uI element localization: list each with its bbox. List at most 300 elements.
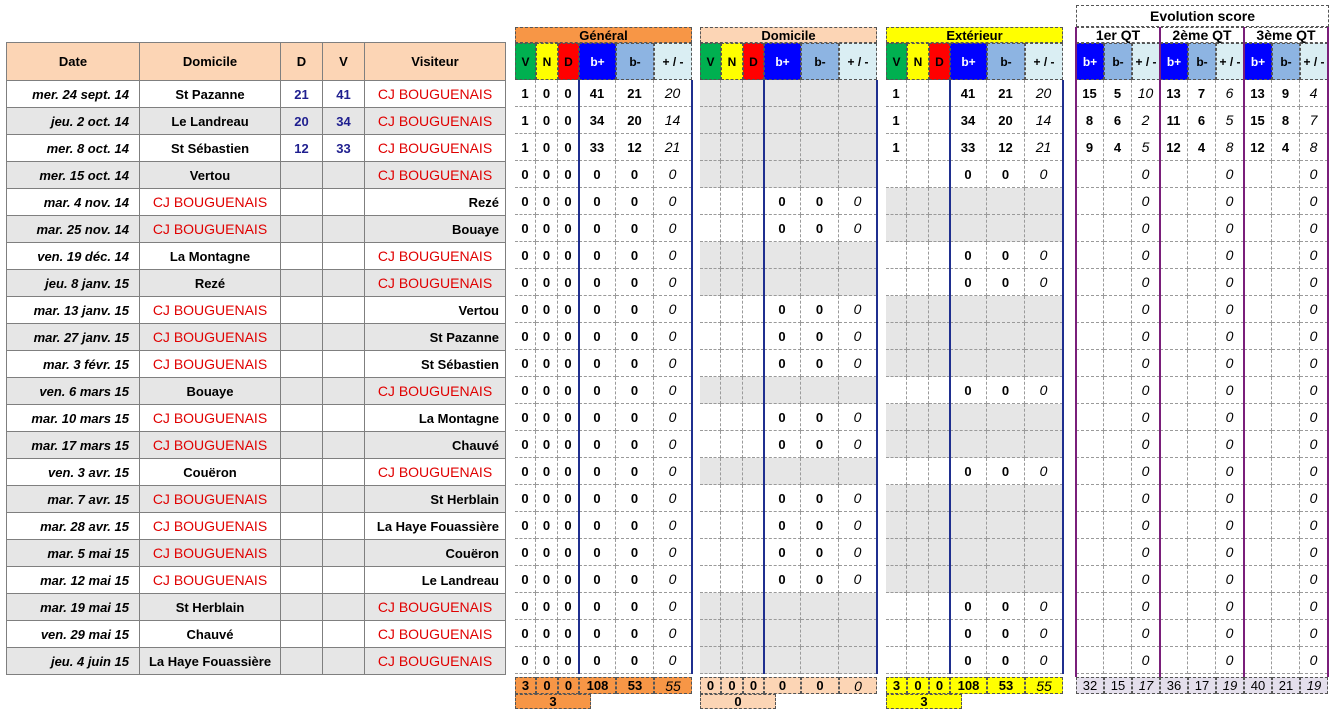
quarter-divider	[1075, 27, 1077, 677]
evolution-stat-cell: 0	[1300, 242, 1328, 269]
general-stat-cell: 0	[654, 431, 692, 458]
domicile-stat-cell	[721, 647, 743, 674]
general-stat-cell: 0	[579, 377, 616, 404]
domicile-stat-cell	[764, 80, 801, 107]
table-row	[7, 162, 506, 189]
domicile-stat-cell	[700, 647, 721, 674]
exterieur-stat-cell: 12	[987, 134, 1025, 161]
match-date: jeu. 4 juin 15	[7, 648, 140, 675]
evolution-stat-cell	[1076, 620, 1104, 647]
evolution-stat-cell	[1188, 242, 1216, 269]
domicile-stat-cell	[839, 161, 877, 188]
exterieur-stat-cell: 34	[950, 107, 987, 134]
general-stat-cell: 0	[616, 485, 654, 512]
general-stat-cell: 21	[654, 134, 692, 161]
evolution-stat-cell: 0	[1300, 431, 1328, 458]
evolution-stat-cell: 0	[1300, 404, 1328, 431]
domicile-stat-cell	[721, 458, 743, 485]
exterieur-stat-cell	[929, 242, 950, 269]
evolution-stat-cell: 0	[1216, 215, 1244, 242]
evolution-stat-cell	[1272, 431, 1300, 458]
domicile-stat-cell	[700, 404, 721, 431]
exterieur-stat-cell	[929, 323, 950, 350]
evolution-stat-cell: 0	[1216, 647, 1244, 674]
match-date: ven. 3 avr. 15	[7, 459, 140, 486]
evolution-stat-cell	[1160, 647, 1188, 674]
exterieur-stat-cell: 0	[987, 269, 1025, 296]
evolution-stat-cell	[1244, 377, 1272, 404]
evolution-stat-cell	[1272, 566, 1300, 593]
evolution-total-cell: 21	[1272, 677, 1300, 694]
match-date: ven. 29 mai 15	[7, 621, 140, 648]
general-stat-cell: 0	[654, 188, 692, 215]
domicile-stat-cell	[839, 107, 877, 134]
table-row	[7, 486, 506, 513]
exterieur-stat-cell: 0	[1025, 593, 1063, 620]
domicile-stat-cell	[700, 215, 721, 242]
exterieur-stat-cell	[929, 458, 950, 485]
home-score	[281, 351, 323, 378]
domicile-stat-cell	[700, 458, 721, 485]
general-stat-cell: 0	[616, 404, 654, 431]
domicile-stat-cell	[764, 107, 801, 134]
evolution-stat-cell	[1188, 350, 1216, 377]
evolution-stat-cell	[1104, 215, 1132, 242]
domicile-stat-cell	[764, 134, 801, 161]
general-stat-cell: 0	[579, 458, 616, 485]
exterieur-col-header: b-	[987, 43, 1025, 80]
general-stat-cell: 0	[536, 377, 558, 404]
general-stat-cell: 0	[616, 242, 654, 269]
evolution-stat-cell	[1160, 188, 1188, 215]
general-stat-cell: 0	[616, 647, 654, 674]
evolution-stat-cell: 6	[1188, 107, 1216, 134]
exterieur-total-cell: 3	[886, 677, 907, 694]
general-stat-cell: 21	[616, 80, 654, 107]
evolution-stat-cell: 0	[1216, 269, 1244, 296]
evolution-stat-cell: 6	[1104, 107, 1132, 134]
exterieur-stat-cell	[886, 161, 907, 188]
general-stat-cell: 0	[616, 431, 654, 458]
general-stat-cell: 0	[579, 566, 616, 593]
exterieur-stat-cell	[907, 350, 929, 377]
general-stat-cell: 0	[536, 566, 558, 593]
evolution-col-header: b-	[1188, 43, 1216, 80]
exterieur-stat-cell	[950, 512, 987, 539]
evolution-stat-cell: 0	[1216, 377, 1244, 404]
evolution-stat-cell: 0	[1216, 620, 1244, 647]
general-stat-cell: 0	[515, 431, 536, 458]
exterieur-stat-cell	[907, 593, 929, 620]
exterieur-stat-cell	[886, 485, 907, 512]
evolution-stat-cell	[1160, 512, 1188, 539]
general-stat-cell: 0	[558, 350, 579, 377]
home-team: CJ BOUGUENAIS	[140, 432, 281, 459]
domicile-stat-cell	[801, 458, 839, 485]
evolution-total-cell: 15	[1104, 677, 1132, 694]
evolution-stat-cell: 0	[1132, 593, 1160, 620]
general-stat-cell: 0	[515, 188, 536, 215]
exterieur-stat-cell	[950, 215, 987, 242]
domicile-col-header: D	[743, 43, 764, 80]
exterieur-stat-cell	[886, 404, 907, 431]
domicile-stat-cell	[801, 80, 839, 107]
general-stat-cell: 0	[558, 242, 579, 269]
evolution-stat-cell	[1104, 485, 1132, 512]
domicile-stat-cell	[700, 512, 721, 539]
exterieur-stat-cell	[987, 350, 1025, 377]
home-score	[281, 324, 323, 351]
exterieur-stat-cell	[907, 620, 929, 647]
domicile-stat-cell	[700, 242, 721, 269]
exterieur-stat-cell	[907, 215, 929, 242]
domicile-stat-cell	[764, 269, 801, 296]
general-stat-cell: 0	[536, 296, 558, 323]
home-score	[281, 162, 323, 189]
domicile-stat-cell	[700, 485, 721, 512]
domicile-stat-cell	[743, 80, 764, 107]
evolution-stat-cell	[1188, 566, 1216, 593]
exterieur-stat-cell	[886, 188, 907, 215]
evolution-stat-cell	[1104, 512, 1132, 539]
home-team: St Pazanne	[140, 81, 281, 108]
exterieur-stat-cell	[907, 80, 929, 107]
general-stat-cell: 0	[579, 161, 616, 188]
domicile-divider	[763, 80, 765, 674]
match-date: mar. 5 mai 15	[7, 540, 140, 567]
evolution-stat-cell	[1076, 215, 1104, 242]
general-stat-cell: 0	[579, 647, 616, 674]
evolution-stat-cell	[1188, 539, 1216, 566]
general-stat-cell: 0	[558, 485, 579, 512]
evolution-stat-cell	[1104, 323, 1132, 350]
away-score	[323, 459, 365, 486]
exterieur-stat-cell: 0	[987, 647, 1025, 674]
general-stat-cell: 0	[616, 593, 654, 620]
evolution-stat-cell	[1188, 512, 1216, 539]
exterieur-stat-cell	[950, 188, 987, 215]
home-score	[281, 594, 323, 621]
evolution-stat-cell: 4	[1104, 134, 1132, 161]
general-stat-cell: 0	[616, 539, 654, 566]
exterieur-stat-cell: 20	[1025, 80, 1063, 107]
general-divider	[578, 80, 580, 674]
domicile-stat-cell	[743, 242, 764, 269]
general-stat-cell: 0	[616, 188, 654, 215]
evolution-stat-cell: 0	[1132, 485, 1160, 512]
evolution-total-cell: 17	[1188, 677, 1216, 694]
away-score	[323, 324, 365, 351]
evolution-stat-cell	[1076, 296, 1104, 323]
exterieur-col-header: N	[907, 43, 929, 80]
domicile-stat-cell: 0	[801, 566, 839, 593]
evolution-stat-cell: 0	[1132, 188, 1160, 215]
general-stat-cell: 0	[536, 593, 558, 620]
home-score	[281, 648, 323, 675]
col-v-header: V	[323, 43, 365, 81]
general-stat-cell: 12	[616, 134, 654, 161]
home-score	[281, 621, 323, 648]
evolution-stat-cell	[1244, 269, 1272, 296]
domicile-stat-cell	[743, 431, 764, 458]
away-team: CJ BOUGUENAIS	[365, 648, 506, 675]
evolution-stat-cell	[1160, 269, 1188, 296]
exterieur-stat-cell	[886, 323, 907, 350]
col-d-header: D	[281, 43, 323, 81]
general-stat-cell: 41	[579, 80, 616, 107]
home-team: CJ BOUGUENAIS	[140, 216, 281, 243]
domicile-col-header: N	[721, 43, 743, 80]
exterieur-stat-cell	[1025, 566, 1063, 593]
away-score	[323, 351, 365, 378]
exterieur-stat-cell	[1025, 431, 1063, 458]
evolution-stat-cell: 8	[1216, 134, 1244, 161]
domicile-stat-cell	[700, 107, 721, 134]
general-stat-cell: 0	[515, 242, 536, 269]
evolution-col-header: b+	[1244, 43, 1272, 80]
exterieur-stat-cell	[886, 242, 907, 269]
exterieur-stat-cell	[929, 485, 950, 512]
exterieur-stat-cell	[886, 431, 907, 458]
evolution-stat-cell: 7	[1300, 107, 1328, 134]
exterieur-stat-cell	[886, 620, 907, 647]
evolution-stat-cell	[1272, 215, 1300, 242]
exterieur-stat-cell	[886, 458, 907, 485]
domicile-stat-cell	[700, 269, 721, 296]
exterieur-stat-cell	[987, 188, 1025, 215]
general-stat-cell: 0	[579, 512, 616, 539]
general-total-cell: 0	[558, 677, 579, 694]
evolution-stat-cell	[1188, 161, 1216, 188]
exterieur-stat-cell: 0	[950, 458, 987, 485]
match-date: mar. 4 nov. 14	[7, 189, 140, 216]
evolution-stat-cell	[1076, 647, 1104, 674]
exterieur-stat-cell	[907, 566, 929, 593]
general-stat-cell: 0	[536, 485, 558, 512]
evolution-stat-cell: 0	[1300, 161, 1328, 188]
exterieur-stat-cell: 0	[1025, 269, 1063, 296]
general-stat-cell: 0	[616, 566, 654, 593]
evolution-stat-cell	[1244, 161, 1272, 188]
domicile-stat-cell	[743, 539, 764, 566]
quarter-header: 1er QT	[1076, 27, 1160, 43]
table-row	[7, 189, 506, 216]
general-stat-cell: 0	[515, 647, 536, 674]
exterieur-stat-cell	[987, 431, 1025, 458]
domicile-total-cell: 0	[801, 677, 839, 694]
exterieur-stat-cell: 0	[987, 620, 1025, 647]
home-team: Vertou	[140, 162, 281, 189]
exterieur-stat-cell: 0	[1025, 620, 1063, 647]
evolution-stat-cell	[1244, 593, 1272, 620]
evolution-stat-cell: 0	[1216, 188, 1244, 215]
general-stat-cell: 0	[654, 161, 692, 188]
domicile-stat-cell	[801, 107, 839, 134]
domicile-stat-cell	[700, 323, 721, 350]
exterieur-stat-cell	[907, 242, 929, 269]
domicile-stat-cell: 0	[764, 485, 801, 512]
exterieur-stat-cell	[929, 107, 950, 134]
away-score	[323, 432, 365, 459]
domicile-stat-cell	[743, 161, 764, 188]
evolution-stat-cell	[1104, 620, 1132, 647]
domicile-total-cell: 0	[743, 677, 764, 694]
general-stat-cell: 0	[654, 512, 692, 539]
domicile-stat-cell	[743, 350, 764, 377]
general-stat-cell: 0	[654, 242, 692, 269]
domicile-stat-cell	[743, 323, 764, 350]
general-stat-cell: 0	[558, 539, 579, 566]
exterieur-stat-cell	[987, 215, 1025, 242]
evolution-stat-cell	[1076, 593, 1104, 620]
evolution-stat-cell: 0	[1300, 458, 1328, 485]
home-team: Chauvé	[140, 621, 281, 648]
evolution-stat-cell: 5	[1216, 107, 1244, 134]
home-score	[281, 216, 323, 243]
domicile-stat-cell: 0	[801, 404, 839, 431]
general-stat-cell: 0	[536, 188, 558, 215]
evolution-stat-cell	[1076, 269, 1104, 296]
general-total-cell: 53	[616, 677, 654, 694]
domicile-stat-cell	[721, 485, 743, 512]
general-col-header: b-	[616, 43, 654, 80]
domicile-stat-cell	[700, 134, 721, 161]
exterieur-stat-cell: 0	[987, 242, 1025, 269]
evolution-stat-cell: 10	[1132, 80, 1160, 107]
exterieur-stat-cell	[929, 188, 950, 215]
away-team: CJ BOUGUENAIS	[365, 378, 506, 405]
domicile-stat-cell	[721, 107, 743, 134]
general-stat-cell: 0	[558, 377, 579, 404]
general-stat-cell: 0	[579, 593, 616, 620]
evolution-stat-cell: 0	[1132, 269, 1160, 296]
exterieur-stat-cell: 33	[950, 134, 987, 161]
exterieur-stat-cell	[1025, 188, 1063, 215]
general-stat-cell: 14	[654, 107, 692, 134]
home-team: Bouaye	[140, 378, 281, 405]
exterieur-col-header: b+	[950, 43, 987, 80]
domicile-total-cell: 0	[721, 677, 743, 694]
away-score	[323, 216, 365, 243]
away-score	[323, 513, 365, 540]
evolution-stat-cell	[1160, 458, 1188, 485]
away-team: Vertou	[365, 297, 506, 324]
general-stat-cell: 0	[558, 647, 579, 674]
general-stat-cell: 0	[579, 431, 616, 458]
home-score: 21	[281, 81, 323, 108]
evolution-stat-cell: 0	[1216, 485, 1244, 512]
domicile-stat-cell	[743, 215, 764, 242]
match-date: mar. 17 mars 15	[7, 432, 140, 459]
exterieur-divider	[1062, 80, 1064, 674]
match-date: mar. 19 mai 15	[7, 594, 140, 621]
exterieur-stat-cell: 21	[1025, 134, 1063, 161]
evolution-stat-cell	[1188, 647, 1216, 674]
away-score	[323, 594, 365, 621]
evolution-stat-cell	[1272, 539, 1300, 566]
evolution-stat-cell	[1272, 323, 1300, 350]
evolution-stat-cell	[1272, 404, 1300, 431]
exterieur-stat-cell: 1	[886, 80, 907, 107]
domicile-stat-cell	[700, 431, 721, 458]
general-stat-cell: 0	[515, 323, 536, 350]
domicile-stat-cell	[721, 566, 743, 593]
evolution-stat-cell: 8	[1076, 107, 1104, 134]
evolution-stat-cell	[1244, 350, 1272, 377]
domicile-stat-cell: 0	[839, 323, 877, 350]
domicile-stat-cell: 0	[764, 431, 801, 458]
table-row	[7, 432, 506, 459]
domicile-stat-cell: 0	[801, 215, 839, 242]
exterieur-stat-cell	[950, 296, 987, 323]
domicile-stat-cell	[764, 161, 801, 188]
general-stat-cell: 0	[616, 512, 654, 539]
evolution-stat-cell	[1160, 431, 1188, 458]
evolution-stat-cell: 0	[1216, 512, 1244, 539]
exterieur-total-cell: 53	[987, 677, 1025, 694]
table-row	[7, 459, 506, 486]
table-row	[7, 648, 506, 675]
evolution-stat-cell	[1188, 188, 1216, 215]
domicile-stat-cell: 0	[801, 350, 839, 377]
domicile-stat-cell: 0	[764, 296, 801, 323]
away-team: CJ BOUGUENAIS	[365, 135, 506, 162]
evolution-stat-cell: 0	[1216, 539, 1244, 566]
home-score	[281, 486, 323, 513]
domicile-stat-cell: 0	[839, 566, 877, 593]
domicile-stat-cell	[721, 269, 743, 296]
evolution-stat-cell: 0	[1132, 242, 1160, 269]
domicile-stat-cell: 0	[764, 323, 801, 350]
away-team: CJ BOUGUENAIS	[365, 108, 506, 135]
evolution-col-header: b+	[1076, 43, 1104, 80]
match-date: mar. 10 mars 15	[7, 405, 140, 432]
exterieur-group-title: Extérieur	[886, 27, 1063, 43]
general-stat-cell: 33	[579, 134, 616, 161]
general-stat-cell: 1	[515, 134, 536, 161]
table-row	[7, 513, 506, 540]
general-stat-cell: 0	[654, 296, 692, 323]
exterieur-stat-cell	[1025, 485, 1063, 512]
match-date: jeu. 2 oct. 14	[7, 108, 140, 135]
evolution-total-cell: 36	[1160, 677, 1188, 694]
home-team: CJ BOUGUENAIS	[140, 351, 281, 378]
exterieur-stat-cell	[987, 539, 1025, 566]
away-team: CJ BOUGUENAIS	[365, 459, 506, 486]
general-stat-cell: 0	[515, 161, 536, 188]
evolution-stat-cell	[1104, 242, 1132, 269]
general-stat-cell: 0	[616, 323, 654, 350]
general-stat-cell: 0	[654, 620, 692, 647]
domicile-stat-cell	[801, 269, 839, 296]
evolution-stat-cell: 4	[1188, 134, 1216, 161]
evolution-stat-cell: 0	[1300, 269, 1328, 296]
evolution-stat-cell	[1272, 161, 1300, 188]
general-col-header: N	[536, 43, 558, 80]
exterieur-total-cell: 0	[929, 677, 950, 694]
exterieur-stat-cell	[950, 566, 987, 593]
general-group-title: Général	[515, 27, 692, 43]
domicile-stat-cell	[743, 647, 764, 674]
home-score	[281, 432, 323, 459]
away-score: 34	[323, 108, 365, 135]
evolution-stat-cell	[1188, 323, 1216, 350]
match-date: mar. 7 avr. 15	[7, 486, 140, 513]
evolution-stat-cell	[1104, 431, 1132, 458]
evolution-stat-cell	[1076, 242, 1104, 269]
general-stat-cell: 0	[536, 458, 558, 485]
general-stat-cell: 0	[558, 161, 579, 188]
